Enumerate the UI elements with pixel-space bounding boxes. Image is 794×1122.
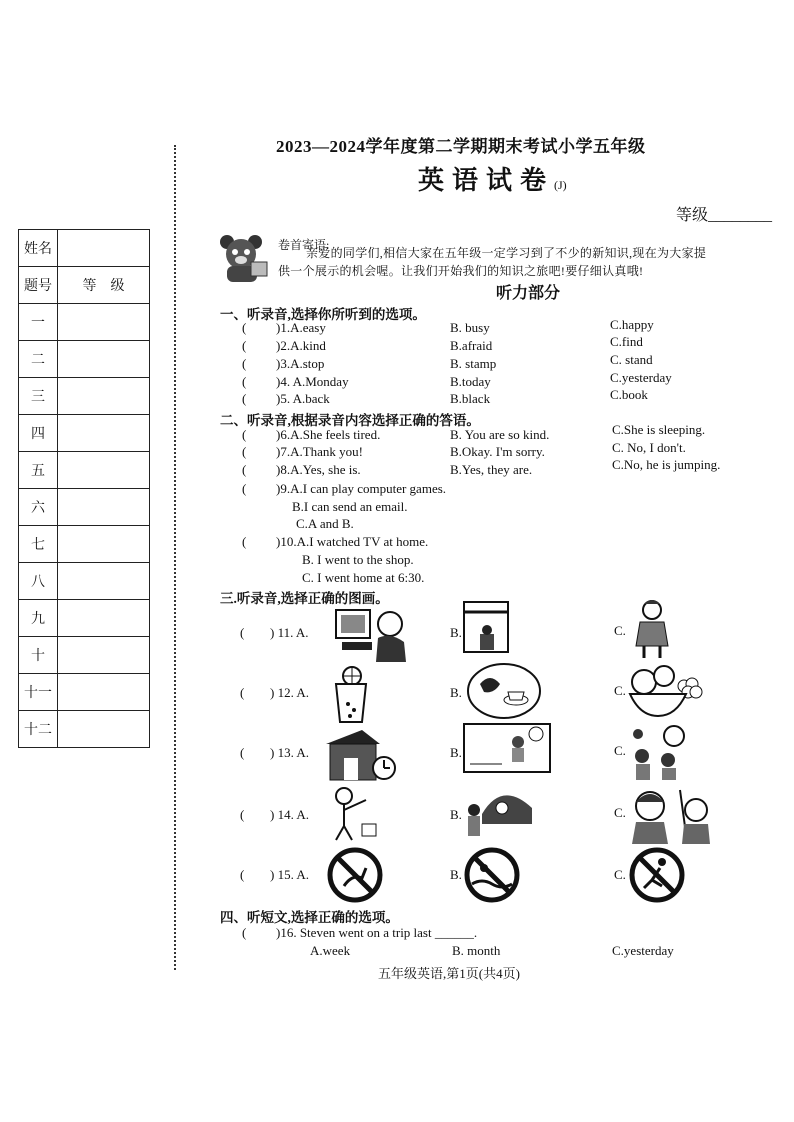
girls-picture	[626, 784, 710, 844]
paren[interactable]: (	[242, 925, 247, 940]
option-b-label: B.	[450, 867, 462, 882]
question-label: ) 15. A.	[270, 867, 309, 882]
paren[interactable]: (	[242, 391, 247, 406]
score-row	[19, 341, 150, 378]
option-c: C.No, he is jumping.	[612, 457, 721, 472]
option-b: B.Yes, they are.	[450, 462, 533, 477]
option-a: )5. A.back	[276, 391, 330, 406]
option-c: C. stand	[610, 352, 653, 367]
question-number-label: 题号	[19, 267, 58, 304]
option-a: )1.A.easy	[276, 320, 326, 335]
grade-field[interactable]: 等级________	[676, 207, 773, 224]
paren[interactable]: (	[242, 534, 247, 549]
option-c-label: C.	[614, 743, 626, 758]
option-a: )2.A.kind	[276, 338, 326, 353]
score-row	[19, 600, 150, 637]
intro-line2: 供一个展示的机会喔。让我们开始我们的知识之旅吧!要仔细认真哦!	[278, 264, 644, 278]
section1-title: 一、听录音,选择你所听到的选项。	[220, 307, 426, 322]
paren[interactable]: (	[240, 807, 245, 822]
option-a: )8.A.Yes, she is.	[276, 462, 361, 477]
row-number: 一	[19, 304, 58, 341]
grade-cell[interactable]	[58, 711, 150, 748]
row-number: 八	[19, 563, 58, 600]
q16-option-a: A.week	[310, 943, 351, 958]
q9-option-a: )9.A.I can play computer games.	[276, 481, 447, 496]
subject-title: 英语试卷	[418, 166, 555, 195]
score-row	[19, 415, 150, 452]
score-row	[19, 452, 150, 489]
option-c: C.She is sleeping.	[612, 422, 706, 437]
option-b-label: B.	[450, 685, 462, 700]
grade-cell[interactable]	[58, 637, 150, 674]
option-c: C. No, I don't.	[612, 440, 686, 455]
grade-cell[interactable]	[58, 452, 150, 489]
paren[interactable]: (	[242, 356, 247, 371]
subject-suffix: (J)	[554, 178, 567, 192]
hiking-picture	[462, 784, 542, 840]
grade-cell[interactable]	[58, 563, 150, 600]
paren[interactable]: (	[240, 685, 245, 700]
option-b: B. stamp	[450, 356, 497, 371]
row-number: 二	[19, 341, 58, 378]
q10-option-b: B. I went to the shop.	[302, 552, 414, 567]
paren[interactable]: (	[242, 320, 247, 335]
school-time-picture	[462, 722, 552, 774]
q9-option-b: B.I can send an email.	[292, 499, 408, 514]
score-row	[19, 563, 150, 600]
no-swimming-sign-icon	[462, 846, 522, 904]
option-b: B.Okay. I'm sorry.	[450, 444, 545, 459]
row-number: 十二	[19, 711, 58, 748]
option-c: C.book	[610, 387, 648, 402]
grade-cell[interactable]	[58, 341, 150, 378]
no-littering-sign-icon	[326, 846, 384, 904]
option-b: B. You are so kind.	[450, 427, 550, 442]
q16-question: )16. Steven went on a trip last ______.	[276, 925, 478, 940]
boy-waving-picture	[326, 786, 382, 842]
paren[interactable]: (	[242, 374, 247, 389]
name-field[interactable]	[58, 230, 150, 267]
exam-year-title: 2023—2024学年度第二学期期末考试小学五年级	[276, 137, 646, 156]
grade-cell[interactable]	[58, 526, 150, 563]
row-number: 九	[19, 600, 58, 637]
juice-glass-picture	[326, 664, 376, 724]
binding-line	[174, 145, 176, 970]
question-label: ) 14. A.	[270, 807, 309, 822]
paren[interactable]: (	[242, 481, 247, 496]
option-c: C.find	[610, 334, 643, 349]
paren[interactable]: (	[242, 427, 247, 442]
score-row	[19, 711, 150, 748]
name-row	[19, 230, 150, 267]
window-picture	[462, 600, 510, 664]
row-number: 十	[19, 637, 58, 674]
page-footer: 五年级英语,第1页(共4页)	[378, 966, 520, 981]
option-b: B.black	[450, 391, 491, 406]
option-a: )4. A.Monday	[276, 374, 349, 389]
option-c-label: C.	[614, 805, 626, 820]
section3-title: 三.听录音,选择正确的图画。	[220, 591, 389, 606]
option-c-label: C.	[614, 623, 626, 638]
no-running-sign-icon	[628, 846, 686, 904]
option-b: B.afraid	[450, 338, 493, 353]
intro-label: 卷首寄语:	[278, 238, 330, 252]
score-row	[19, 637, 150, 674]
option-a: )6.A.She feels tired.	[276, 427, 381, 442]
tea-plate-picture	[466, 662, 542, 720]
paren[interactable]: (	[240, 625, 245, 640]
paren[interactable]: (	[242, 462, 247, 477]
name-label: 姓名	[19, 230, 58, 267]
score-side-table	[18, 229, 150, 748]
grade-cell[interactable]	[58, 600, 150, 637]
section2-title: 二、听录音,根据录音内容选择正确的答语。	[220, 413, 480, 428]
option-c-label: C.	[614, 867, 626, 882]
paren[interactable]: (	[240, 867, 245, 882]
computer-user-picture	[328, 602, 412, 662]
score-row	[19, 304, 150, 341]
row-number: 四	[19, 415, 58, 452]
grade-cell[interactable]	[58, 489, 150, 526]
paren[interactable]: (	[242, 444, 247, 459]
option-a: )7.A.Thank you!	[276, 444, 364, 459]
option-b-label: B.	[450, 625, 462, 640]
child-picture	[630, 598, 676, 660]
q10-option-a: )10.A.I watched TV at home.	[276, 534, 429, 549]
grade-column-label: 等 级	[58, 267, 150, 304]
option-c: C.yesterday	[610, 370, 672, 385]
bear-mascot-icon	[215, 232, 273, 284]
paren[interactable]: (	[240, 745, 245, 760]
grade-cell[interactable]	[58, 378, 150, 415]
listening-part-title: 听力部分	[496, 285, 561, 302]
option-b-label: B.	[450, 807, 462, 822]
score-row	[19, 378, 150, 415]
building-clock-picture	[322, 724, 398, 784]
paren[interactable]: (	[242, 338, 247, 353]
grade-cell[interactable]	[58, 674, 150, 711]
fruit-bowl-picture	[626, 660, 706, 724]
q16-option-b: B. month	[452, 943, 501, 958]
option-b: B.today	[450, 374, 491, 389]
row-number: 六	[19, 489, 58, 526]
question-label: ) 13. A.	[270, 745, 309, 760]
question-label: ) 12. A.	[270, 685, 309, 700]
row-number: 七	[19, 526, 58, 563]
children-clock-picture	[628, 724, 698, 782]
option-b-label: B.	[450, 745, 462, 760]
option-a: )3.A.stop	[276, 356, 325, 371]
option-c-label: C.	[614, 683, 626, 698]
subject-title-wrap	[418, 160, 567, 197]
section4-title: 四、听短文,选择正确的选项。	[220, 910, 399, 925]
option-c: C.happy	[610, 317, 654, 332]
q10-option-c: C. I went home at 6:30.	[302, 570, 425, 585]
score-row	[19, 526, 150, 563]
score-row	[19, 674, 150, 711]
intro-line1	[278, 244, 706, 261]
intro-line1-text: 亲爱的同学们,相信大家在五年级一定学习到了不少的新知识,现在为大家提	[306, 246, 707, 260]
grade-cell[interactable]	[58, 415, 150, 452]
q9-option-c: C.A and B.	[296, 516, 354, 531]
row-number: 十一	[19, 674, 58, 711]
header-row	[19, 267, 150, 304]
option-b: B. busy	[450, 320, 490, 335]
row-number: 三	[19, 378, 58, 415]
question-label: ) 11. A.	[270, 625, 309, 640]
score-row	[19, 489, 150, 526]
row-number: 五	[19, 452, 58, 489]
grade-cell[interactable]	[58, 304, 150, 341]
q16-option-c: C.yesterday	[612, 943, 674, 958]
